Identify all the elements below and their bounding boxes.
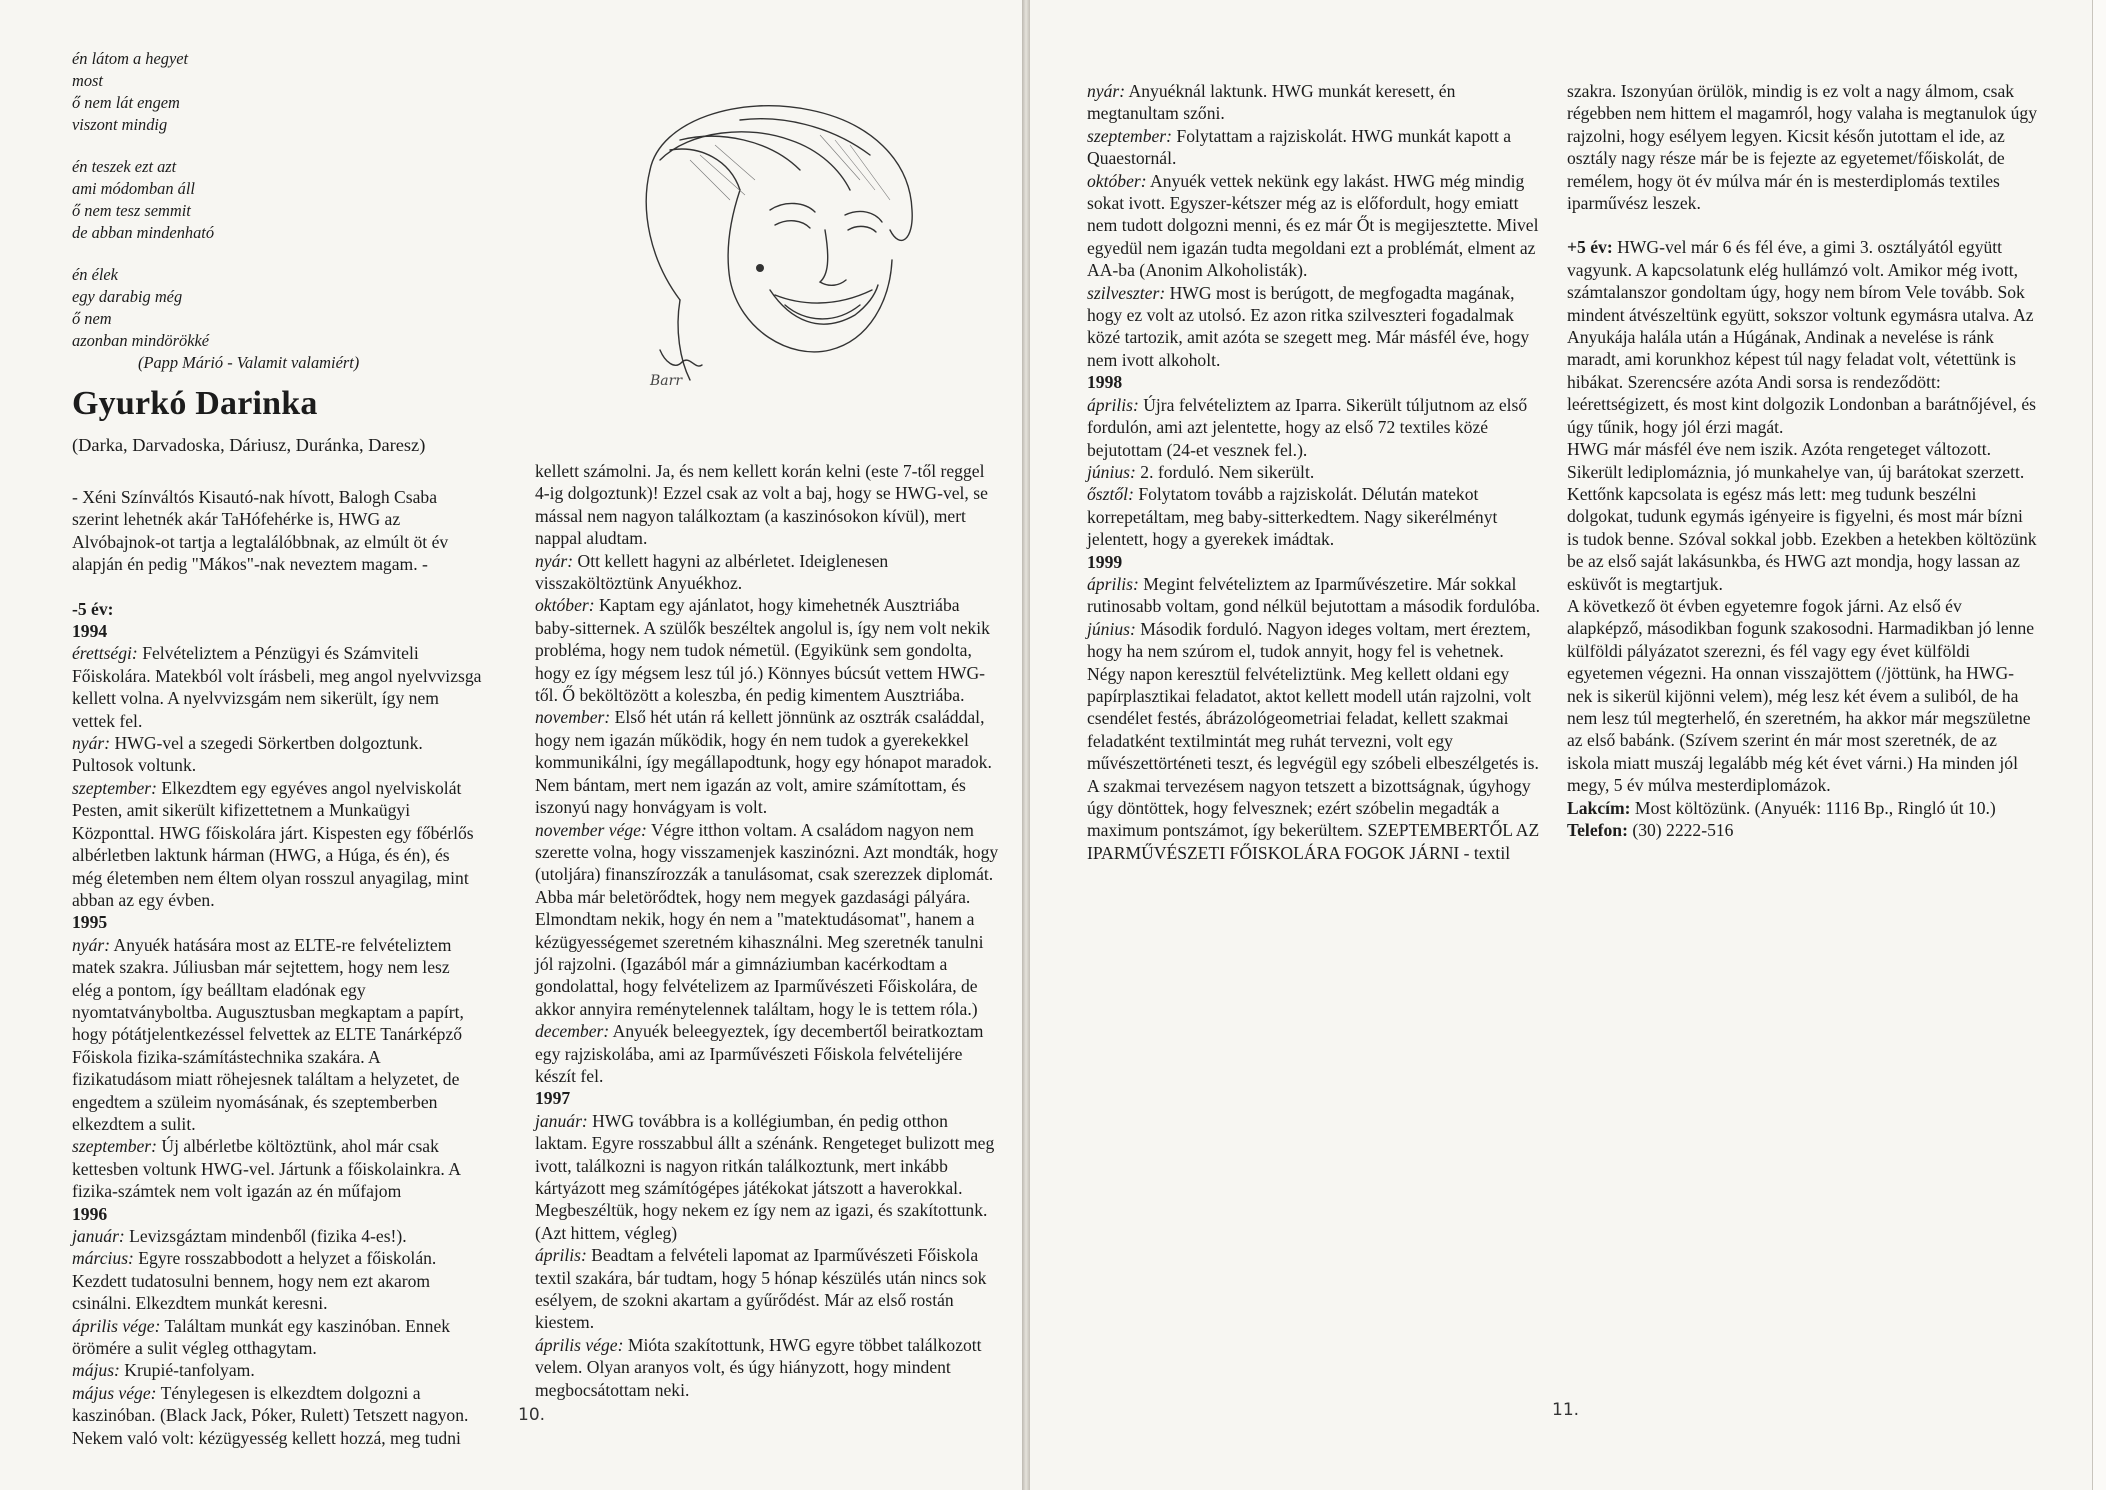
poem-line: most	[72, 71, 103, 90]
month-label: szeptember:	[72, 777, 158, 798]
month-label: május vége:	[72, 1382, 157, 1403]
entry-text: Levizsgáztam mindenből (fizika 4-es!).	[124, 1226, 407, 1246]
text-column-1	[72, 486, 482, 1449]
poem-line: én látom a hegyet	[72, 49, 189, 68]
poem-line: egy darabig még	[72, 287, 183, 306]
entry-text: Beadtam a felvételi lapomat az Iparművészeti Főiskola textil szakára, bár tudtam, hogy 5 hónap készülés után nincs sok esélyem, de szokni akartam a gyűrődést. Már az első rostán kiestem.	[535, 1245, 987, 1333]
diary-entry	[535, 594, 1000, 706]
page-number-right: 11.	[1552, 1400, 1580, 1420]
month-label: december:	[535, 1021, 610, 1042]
paragraph: kellett számolni. Ja, és nem kellett korán kelni (este 7-től reggel 4-ig dolgoztunk)! Ezzel csak az volt a baj, hogy se HWG-vel, se mással nem nagyon találkoztam (a kaszinósokon kívül), mert nappal aludtam.	[535, 461, 988, 549]
entry-text: 2. forduló. Nem sikerült.	[1135, 461, 1315, 482]
entry-text: Ott kellett hagyni az albérletet. Ideiglenesen visszaköltöztünk Anyuékhoz.	[535, 550, 889, 594]
diary-entry	[72, 642, 482, 732]
poem	[72, 48, 512, 374]
diary-entry	[1087, 461, 1542, 483]
entry-text: (30) 2222-516	[1627, 820, 1734, 840]
diary-entry	[72, 934, 482, 1136]
diary-entry	[1087, 125, 1542, 170]
text-column-2	[535, 460, 1000, 1401]
year-heading: 1996	[72, 1203, 108, 1224]
diary-entry	[72, 1135, 482, 1202]
diary-entry	[72, 1247, 482, 1314]
month-label: április vége:	[72, 1315, 161, 1336]
month-label: november vége:	[535, 819, 647, 840]
poem-line: ő nem tesz semmit	[72, 201, 191, 220]
poem-line: azonban mindörökké	[72, 331, 210, 350]
paragraph-gap	[72, 576, 482, 598]
labeled-entry	[1567, 797, 2037, 819]
diary-entry	[535, 1244, 1000, 1334]
paragraph: A következő öt évben egyetemre fogok járni. Az első év alapképző, másodikban fogunk szakosodni. Harmadikban jó lenne külföldi pályázatot szerezni, és fél vagy egy évet külföldi egyetemen végezni. Ha onnan visszajöttem (/jöttünk, ha HWG-nek is sikerül kijönni velem), még lesz két évem a suliból, de ha nem lesz túl megterhelő, én szeretném, ha akkor már megszületne az első babánk. (Szívem szerint én már most szeretnék, de az iskola miatt muszáj legalább még két évet várni.) Ha minden jól megy, 5 év múlva mesterdiplomázok.	[1567, 595, 2035, 796]
diary-entry	[72, 1382, 482, 1449]
month-label: október:	[535, 595, 595, 616]
entry-text: HWG továbbra is a kollégiumban, én pedig otthon laktam. Egyre rosszabbul állt a szénánk. Rengeteget bulizott meg ivott, találkozni is nagyon ritkán találkoztunk, mert inkább kártyázott meg számítógépes játékokat játszott a haverokkal. Megbeszéltük, hogy nekem ez így nem az igazi, és szakítottunk. (Azt hittem, végleg)	[535, 1110, 995, 1243]
entry-text: Mióta szakítottunk, HWG egyre többet találkozott velem. Olyan aranyos volt, és úgy hiányzott, hogy mindent megbocsátottam neki.	[535, 1334, 982, 1400]
entry-text: HWG most is berúgott, de megfogadta magának, hogy ez volt az utolsó. Ez azon ritka szilveszteri fogadalmak közé tartozik, amit azóta se szegett meg. Már másfél éve, hogy nem ivott alkoholt.	[1087, 282, 1530, 370]
paragraph: HWG már másfél éve nem iszik. Azóta rengeteget változott. Sikerült lediplomáznia, jó munkahelye van, új barátokat szerzett. Kettőnk kapcsolata is egész más lett: meg tudunk beszélni dolgokat, tudunk egymás igényeire is figyelni, és most már bízni is tudok benne. Szóval sokkal jobb. Ezekben a hetekben költözünk be az első saját lakásunkba, és HWG azt mondja, hogy lassan az esküvőt is megtartjuk.	[1567, 439, 2037, 594]
month-label: április vége:	[535, 1334, 624, 1355]
poem-stanza-2	[72, 156, 512, 244]
entry-label: +5 év:	[1567, 237, 1613, 258]
diary-entry	[1087, 170, 1542, 282]
poem-line: én élek	[72, 265, 118, 284]
diary-entry	[535, 550, 1000, 595]
entry-text: Találtam munkát egy kaszinóban. Ennek örömére a sulit végleg otthagytam.	[72, 1315, 451, 1359]
month-label: szeptember:	[72, 1136, 158, 1157]
year-heading: 1995	[72, 912, 108, 933]
diary-entry	[1087, 573, 1542, 618]
month-label: érettségi:	[72, 643, 138, 664]
entry-label: Lakcím:	[1567, 797, 1631, 818]
month-label: március:	[72, 1248, 134, 1269]
entry-text: Felvételiztem a Pénzügyi és Számviteli Főiskolára. Matekból volt írásbeli, meg angol nyelvvizsga kellett volna. A nyelvvizsgám nem sikerült, így nem vettek fel.	[72, 643, 482, 731]
diary-entry	[72, 777, 482, 911]
year-heading: 1994	[72, 621, 108, 642]
poem-line: én teszek ezt azt	[72, 157, 177, 176]
diary-entry	[535, 706, 1000, 818]
profile-name: Gyurkó Darinka	[72, 385, 318, 422]
portrait-sketch	[620, 100, 950, 400]
poem-line: viszont mindig	[72, 115, 168, 134]
left-page	[0, 0, 1022, 1490]
month-label: szilveszter:	[1087, 282, 1166, 303]
page-number-left: 10.	[518, 1405, 546, 1425]
entry-text: HWG-vel már 6 és fél éve, a gimi 3. osztályától együtt vagyunk. A kapcsolatunk elég hullámzó volt. Amikor még ivott, számtalanszor gondoltam úgy, hogy nem bírom Vele tovább. Sok mindent átvészeltünk együtt, sokszor voltunk egymásra utalva. Az Anyukája halála után a Húgának, Andinak a nevelése is ránk maradt, ami korunkhoz képest túl nagy feladat volt, vétettünk is hibákat. Szerencsére azóta Andi sorsa is rendeződött: leérettségizett, és most kint dolgozik Londonban a barátnőjével, és úgy tűnik, hogy jól érzi magát.	[1567, 237, 2037, 437]
diary-entry	[72, 1315, 482, 1360]
diary-entry	[535, 1020, 1000, 1087]
diary-entry	[535, 819, 1000, 1021]
diary-entry	[535, 1110, 1000, 1244]
text-column-3	[1087, 80, 1542, 864]
book-gutter	[1022, 0, 1030, 1490]
year-heading: -5 év:	[72, 598, 114, 619]
year-heading: 1999	[1087, 551, 1123, 572]
poem-line: de abban mindenható	[72, 223, 215, 242]
entry-label: Telefon:	[1567, 820, 1628, 840]
month-label: nyár:	[72, 934, 111, 955]
entry-text: Anyuék hatására most az ELTE-re felvételiztem matek szakra. Júliusban már sejtettem, hogy nem lesz elég a pontom, így beálltam eladónak egy nyomtatványboltba. Augusztusban megkaptam a papírt, hogy pótátjelentkezéssel felvettek az ELTE Tanárképző Főiskola fizika-számítástechnika szakára. A fizikatudásom miatt röhejesnek találtam a helyzetet, de engedtem a szüleim nyomásának, és szeptemberben elkezdtem a sulit.	[72, 934, 464, 1134]
paragraph-gap	[1567, 214, 2037, 236]
entry-text: Újra felvételiztem az Iparra. Sikerült túljutnom az első fordulón, ami azt jelentette, hogy az első 72 textiles közé bejutottam (24-et vesznek fel.).	[1087, 394, 1528, 460]
diary-entry	[1087, 80, 1542, 125]
month-label: nyár:	[72, 733, 111, 754]
month-label: június:	[1087, 618, 1136, 639]
entry-text: HWG-vel a szegedi Sörkertben dolgoztunk. Pultosok voltunk.	[72, 733, 423, 776]
paragraph: szakra. Iszonyúan örülök, mindig is ez volt a nagy álmom, csak régebben nem hittem el magamról, hogy valaha is megtanulok úgy rajzolni, hogy esélyem legyen. Kicsit későn jutottam el ide, az osztály nagy része már be is fejezte az egyetemet/főiskolát, de remélem, hogy öt év múlva már én is mesterdiplomás textiles iparművész leszek.	[1567, 81, 2038, 214]
labeled-entry	[1567, 819, 2037, 841]
diary-entry	[1087, 394, 1542, 461]
diary-entry	[535, 1334, 1000, 1401]
poem-stanza-3	[72, 264, 512, 374]
diary-entry	[1087, 618, 1542, 864]
month-label: nyár:	[1087, 81, 1126, 101]
month-label: január:	[535, 1110, 588, 1131]
year-heading: 1998	[1087, 372, 1123, 393]
month-label: január:	[72, 1226, 125, 1246]
diary-entry	[72, 1225, 482, 1247]
diary-entry	[72, 1359, 482, 1381]
entry-text: Új albérletbe költöztünk, ahol már csak kettesben voltunk HWG-vel. Jártunk a főiskolainkra. A fizika-számtek nem volt igazán az én műfajom	[72, 1136, 460, 1202]
right-page	[1030, 0, 2092, 1490]
poem-line: ami módomban áll	[72, 179, 195, 198]
text-column-4	[1567, 80, 2037, 841]
entry-text: Megint felvételiztem az Iparművészetire. Már sokkal rutinosabb voltam, gond nélkül bejutottam a második fordulóba.	[1087, 573, 1540, 617]
poem-line: ő nem	[72, 309, 112, 328]
diary-entry	[72, 732, 482, 777]
page-edge	[2092, 0, 2106, 1490]
entry-text: Anyuék vettek nekünk egy lakást. HWG még mindig sokat ivott. Egyszer-kétszer még az is előfordult, hogy emiatt nem tudott dolgozni menni, és ez már Őt is megijesztette. Mivel egyedül nem igazán tudta megoldani ezt a problémát, elment az AA-ba (Anonim Alkoholisták).	[1087, 170, 1539, 281]
month-label: ősztől:	[1087, 484, 1134, 505]
entry-text: Folytattam a rajziskolát. HWG munkát kapott a Quaestornál.	[1087, 125, 1512, 169]
profile-nicknames: (Darka, Darvadoska, Dáriusz, Duránka, Daresz)	[72, 435, 426, 455]
poem-stanza-1	[72, 48, 512, 136]
entry-text: Végre itthon voltam. A családom nagyon nem szerette volna, hogy visszamenjek kaszinózni. Azt mondták, hogy (utoljára) finanszírozzák a tanulásomat, csak szerezzek diplomát. Abba már beletörődtek, hogy nem megyek gazdasági pályára. Elmondtam nekik, hogy én nem a "matektudásomat", hanem a kézügyességemet szeretném kihasználni. Meg szeretnék tanulni jól rajzolni. (Igazából már a gimnáziumban kacérkodtam a gondolattal, hogy felvételizem az Iparművészeti Főiskolára, de akkor annyira reménytelennek találtam, hogy le is tettem róla.)	[535, 819, 999, 1019]
entry-text: Most költözünk. (Anyuék: 1116 Bp., Ringló út 10.)	[1630, 797, 1996, 818]
month-label: április:	[1087, 573, 1139, 594]
month-label: június:	[1087, 461, 1136, 482]
portrait-signature: Barr	[650, 373, 683, 389]
paragraph: - Xéni Színváltós Kisautó-nak hívott, Balogh Csaba szerint lehetnék akár TaHófehérke is, HWG az Alvóbajnok-ot tartja a legtalálóbbnak, az elmúlt öt év alapján én pedig "Mákos"-nak neveztem magam. -	[72, 487, 449, 575]
month-label: október:	[1087, 170, 1147, 191]
labeled-entry	[1567, 236, 2037, 438]
entry-text: Anyuéknál laktunk. HWG munkát keresett, én megtanultam szőni.	[1087, 81, 1456, 124]
entry-text: Második forduló. Nagyon ideges voltam, mert éreztem, hogy ha nem szúrom el, tudok annyit, hogy fel is vehetnek. Négy napon keresztül felvételiztünk. Meg kellett oldani egy papírplasztikai feladatot, aktot kellett modell után rajzolni, volt csendélet festés, ábrázológeometriai feladat, kellett szakmai feladatként textilmintát meg ruhát tervezni, volt egy művészettörténeti teszt, és legvégül egy szóbeli elbeszélgetés is. A szakmai tervezésem nagyon tetszett a bizottságnak, úgyhogy úgy döntöttek, hogy felvesznek; ezért szóbelin megadták a maximum pontszámot, így bekerültem. SZEPTEMBERTŐL AZ IPARMŰVÉSZETI FŐISKOLÁRA FOGOK JÁRNI - textil	[1087, 618, 1540, 863]
entry-text: Folytatom tovább a rajziskolát. Délután matekot korrepetáltam, meg baby-sitterkedtem. Nagy sikerélményt jelentett, hogy a gyerekek imádtak.	[1087, 484, 1498, 550]
month-label: szeptember:	[1087, 125, 1173, 146]
entry-text: Egyre rosszabbodott a helyzet a főiskolán. Kezdett tudatosulni bennem, hogy nem ezt akarom csinálni. Elkezdtem munkát keresni.	[72, 1248, 437, 1314]
month-label: május:	[72, 1360, 120, 1381]
diary-entry	[1087, 282, 1542, 372]
year-heading: 1997	[535, 1088, 571, 1109]
month-label: nyár:	[535, 550, 574, 571]
poem-line: ő nem lát engem	[72, 93, 180, 112]
month-label: április:	[535, 1245, 587, 1266]
entry-text: Elkezdtem egy egyéves angol nyelviskolát Pesten, amit sikerült kifizettetnem a Munkaügyi Központtal. HWG főiskolára járt. Kispesten egy főbérlős albérletben laktunk hárman (HWG, a Húga, és én), és még életemben nem éltem olyan rosszul anyagilag, mint abban az egy évben.	[72, 777, 474, 910]
diary-entry	[1087, 483, 1542, 550]
entry-text: Krupié-tanfolyam.	[119, 1360, 255, 1381]
month-label: április:	[1087, 394, 1139, 415]
entry-text: Ténylegesen is elkezdtem dolgozni a kaszinóban. (Black Jack, Póker, Rulett) Tetszett nagyon. Nekem való volt: kézügyesség kellett hozzá, meg tudni	[72, 1382, 469, 1448]
poem-source: (Papp Márió - Valamit valamiért)	[138, 353, 360, 372]
entry-text: Kaptam egy ajánlatot, hogy kimehetnék Ausztriába baby-sitternek. A szülők beszéltek angolul is, így nem volt nekik probléma, hogy nem tudok németül. (Egyikünk sem gondolta, hogy ez így mégsem lesz túl jó.) Könnyes búcsút vettem HWG-től. Ő beköltözött a koleszba, én pedig kimentem Ausztriába.	[535, 595, 990, 706]
entry-text: Első hét után rá kellett jönnünk az osztrák családdal, hogy nem igazán működik, hogy én nem tudok a gyerekekkel kommunikálni, így megállapodtunk, hogy egy hónapot maradok. Nem bántam, mert nem igazán az volt, amire számítottam, és iszonyú nagy honvágyam is volt.	[535, 707, 992, 818]
entry-text: Anyuék beleegyeztek, így decembertől beiratkoztam egy rajziskolába, ami az Iparművészeti Főiskola felvételijére készít fel.	[535, 1021, 984, 1086]
month-label: november:	[535, 707, 611, 728]
